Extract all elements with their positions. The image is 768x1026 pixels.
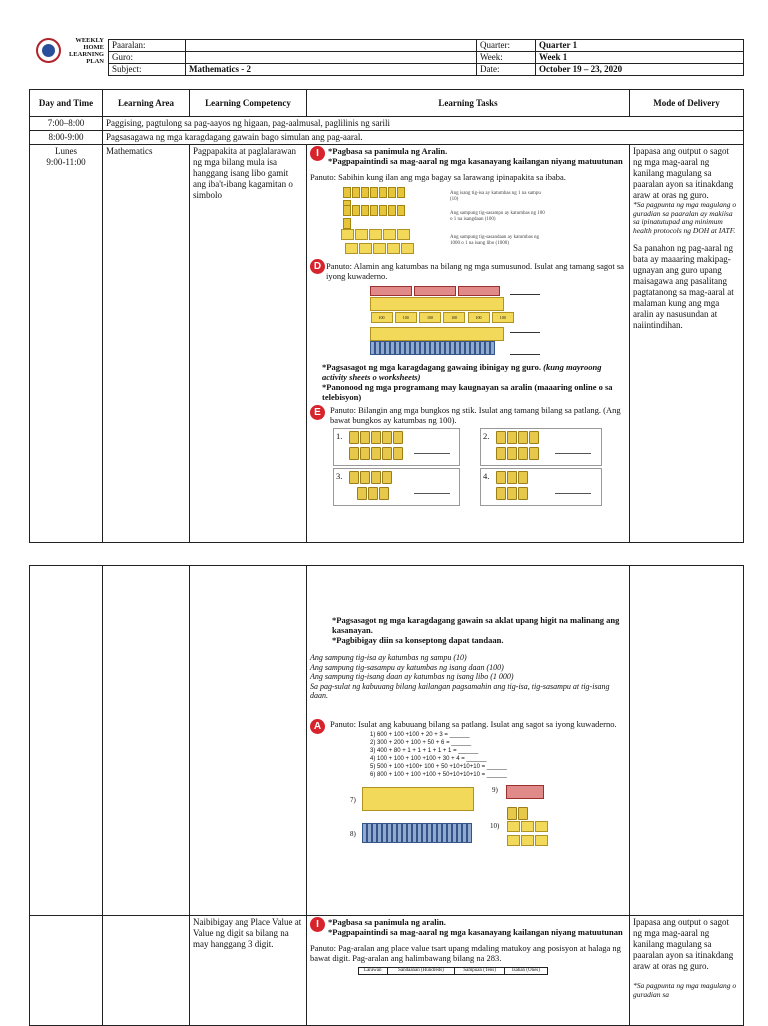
equation: 4) 100 + 100 + 100 +100 + 30 + 4 = ______ bbox=[370, 755, 487, 762]
img-text3: Ang sampung tig-sasandaan ay katumbas ng 1000 o 1 na isang libo (1000) bbox=[450, 235, 540, 246]
hundred-block: 100 bbox=[419, 312, 441, 323]
school-label: Paaralan: bbox=[109, 40, 186, 52]
school-value bbox=[186, 40, 477, 52]
mode-text2: Sa panahon ng pag-aaral ng bata ay maaaring makipag-ugnayan ang guro upang maisagawa ang pasalitang pagtatanong sa mag-aaral at malaman kung ang mga aralin ay nasusundan at naiintindihan. bbox=[633, 243, 734, 330]
ex10-label: 10) bbox=[490, 821, 500, 830]
task-extra2: *Panonood ng mga programang may kaugnayan sa aralin (maaaring online o sa telebisyon) bbox=[322, 382, 613, 402]
e-item-label: 4. bbox=[483, 471, 490, 481]
pv-header: Sandaanan (Hundreds) bbox=[387, 968, 455, 975]
task-extra1b: (kung mayroong activity sheets o worksheets) bbox=[322, 362, 602, 382]
deped-logo bbox=[36, 38, 61, 63]
letter-e-badge: E bbox=[310, 405, 325, 420]
e-item-label: 1. bbox=[336, 431, 343, 441]
a-exercise-illustration bbox=[310, 785, 626, 855]
mode-text1: Ipapasa ang output o sagot ng mga mag-aaral ng kanilang magulang sa paaralan ayon sa itinakdang araw at oras ng guro. bbox=[633, 146, 734, 200]
ex7-label: 7) bbox=[350, 795, 356, 804]
hundred-block: 100 bbox=[492, 312, 514, 323]
task-panuto1: Panuto: Sabihin kung ilan ang mga bagay sa larawang ipinapakita sa ibaba. bbox=[310, 172, 566, 182]
col-learning-area: Learning Area bbox=[103, 90, 190, 117]
task-i2-line1: *Pagbasa sa panimula ng aralin. bbox=[328, 917, 446, 927]
place-value-chart bbox=[358, 967, 548, 975]
e-exercise-boxes bbox=[310, 428, 626, 506]
letter-i-badge: I bbox=[310, 146, 325, 161]
row2-text: Pagsasagawa ng mga karagdagang gawain bago simulan ang pag-aaral. bbox=[103, 131, 744, 145]
mode2-note: *Sa pagpunta ng mga magulang o guradian sa bbox=[633, 981, 737, 999]
row1-text: Paggising, pagtulong sa pag-aayos ng higaan, pag-aalmusal, paglilinis ng sarili bbox=[103, 117, 744, 131]
task-i-line1: *Pagbasa sa panimula ng Aralin. bbox=[328, 146, 448, 156]
day-time: 9:00-11:00 bbox=[46, 157, 86, 167]
equation: 5) 500 + 100 +100+ 100 + 50 +10+10+10 = ______ bbox=[370, 763, 507, 770]
day-label: Lunes bbox=[55, 146, 77, 156]
header-table bbox=[108, 39, 744, 76]
week-value: Week 1 bbox=[536, 52, 744, 64]
img-text1: Ang isang tig-isa ay katumbas ng 1 na sampu (10) bbox=[450, 191, 541, 202]
pv-header: Isahan (Ones) bbox=[504, 968, 547, 975]
e-box-4 bbox=[480, 468, 602, 506]
task-extra1: *Pagsasagot ng mga karagdagang gawaing ibinigay ng guro. bbox=[322, 362, 541, 372]
p2-task1: *Pagsasagot ng mga karagdagang gawain sa aklat upang higit na malinang ang kasanayan. bbox=[332, 615, 620, 635]
letter-a-badge: A bbox=[310, 719, 325, 734]
e-box-1 bbox=[333, 428, 460, 466]
quarter-value: Quarter 1 bbox=[536, 40, 744, 52]
equations-list bbox=[370, 731, 626, 779]
task-e-text: Panuto: Bilangin ang mga bungkos ng stik. Isulat ang tamang bilang sa patlang. (Ang bawat bungkos ay katumbas ng 100). bbox=[330, 405, 621, 425]
col-learning-competency: Learning Competency bbox=[190, 90, 307, 117]
date-label: Date: bbox=[477, 64, 536, 76]
col-mode-of-delivery: Mode of Delivery bbox=[630, 90, 744, 117]
hundred-block: 100 bbox=[443, 312, 465, 323]
concept2: Ang sampung tig-sasampu ay katumbas ng isang daan (100) bbox=[310, 662, 504, 672]
row2-time: 8:00-9:00 bbox=[30, 131, 103, 145]
subject-label: Subject: bbox=[109, 64, 186, 76]
mode-note: *Sa pagpunta ng mga magulang o guradian sa paaralan ay makiisa sa ipinatutupad ang minimum health protocols ng DOH at IATF. bbox=[633, 200, 737, 235]
quarter-label: Quarter: bbox=[477, 40, 536, 52]
task-a-text: Panuto: Isulat ang kabuuang bilang sa patlang. Isulat ang sagot sa iyong kuwaderno. bbox=[330, 718, 617, 729]
mode2-text: Ipapasa ang output o sagot ng mga mag-aaral ng kanilang magulang sa paaralan ayon sa itinakdang araw at oras ng guro. bbox=[633, 917, 734, 971]
concept1: Ang sampung tig-isa ay katumbas ng sampu (10) bbox=[310, 653, 467, 662]
col-day-time: Day and Time bbox=[30, 90, 103, 117]
coins-illustration bbox=[310, 185, 626, 259]
hundred-block: 100 bbox=[395, 312, 417, 323]
e-box-2 bbox=[480, 428, 602, 466]
hundred-block: 100 bbox=[371, 312, 393, 323]
plan-table-page2 bbox=[29, 565, 744, 1026]
ex8-label: 8) bbox=[350, 829, 356, 838]
task-i2-line2: *Pagpapaintindi sa mag-aaral ng mga kasanayang kailangan niyang matuutunan bbox=[328, 927, 623, 937]
competency: Pagpapakita at paglalarawan ng mga bilang mula isa hanggang isang libo gamit ang iba't-ibang kagamitan o simbolo bbox=[190, 145, 307, 543]
img-text2: Ang sampung tig-sasampu ay katumbas ng 100 o 1 na isangdaan (100) bbox=[450, 211, 545, 222]
concept3: Ang sampung tig-isang daan ay katumbas ng isang libo (1 000) bbox=[310, 672, 514, 681]
e-box-3 bbox=[333, 468, 460, 506]
row1-time: 7:00–8:00 bbox=[30, 117, 103, 131]
equation: 2) 300 + 200 + 100 + 50 + 6 = ______ bbox=[370, 739, 472, 746]
letter-d-badge: D bbox=[310, 259, 325, 274]
pv-header: Sampuan (Tens) bbox=[455, 968, 505, 975]
d-exercise-illustration bbox=[310, 284, 626, 360]
equation: 1) 600 + 100 +100 + 20 + 3 = ______ bbox=[370, 731, 470, 738]
date-value: October 19 – 23, 2020 bbox=[536, 64, 744, 76]
equation: 3) 400 + 80 + 1 + 1 + 1 + 1 + 1 = ______ bbox=[370, 747, 479, 754]
concept4: Sa pag-sulat ng kabuuang bilang kailangan pagsamahin ang tig-isa, tig-sasampu at tig-isang daan. bbox=[310, 681, 610, 700]
subject-value: Mathematics - 2 bbox=[186, 64, 477, 76]
p2-task2: *Pagbibigay diin sa konseptong dapat tandaan. bbox=[332, 635, 504, 645]
task-d-text: Panuto: Alamin ang katumbas na bilang ng mga sumusunod. Isulat ang tamang sagot sa iyong kuwaderno. bbox=[326, 261, 624, 281]
equation: 6) 800 + 100 + 100 +100 + 50+10+10+10 = ______ bbox=[370, 771, 507, 778]
pv-header: Larawan bbox=[359, 968, 388, 975]
plan-table bbox=[29, 89, 744, 543]
panuto2: Panuto: Pag-aralan ang place value tsart upang mdaling matukoy ang posisyon at halaga ng bawat digit. Pag-aralan ang halimbawang bilang na 283. bbox=[310, 943, 621, 963]
e-item-label: 2. bbox=[483, 431, 490, 441]
e-item-label: 3. bbox=[336, 471, 343, 481]
week-label: Week: bbox=[477, 52, 536, 64]
teacher-value bbox=[186, 52, 477, 64]
col-learning-tasks: Learning Tasks bbox=[307, 90, 630, 117]
teacher-label: Guro: bbox=[109, 52, 186, 64]
weekly-plan-label: WEEKLY HOME LEARNING PLAN bbox=[68, 37, 104, 65]
letter-i2-badge: I bbox=[310, 917, 325, 932]
learning-area: Mathematics bbox=[103, 145, 190, 543]
ex9-label: 9) bbox=[492, 785, 498, 794]
hundred-block: 100 bbox=[468, 312, 490, 323]
competency2: Naibibigay ang Place Value at Value ng digit sa bilang na may hanggang 3 digit. bbox=[190, 916, 307, 1026]
task-i-line2: *Pagpapaintindi sa mag-aaral ng mga kasanayang kailangan niyang matuutunan bbox=[328, 156, 623, 166]
